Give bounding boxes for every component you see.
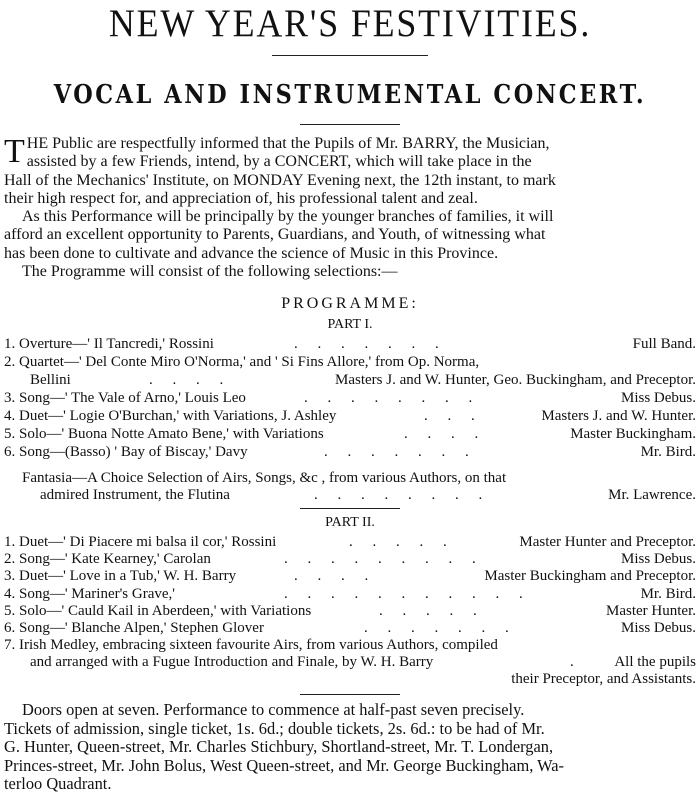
programme-heading: PROGRAMME: <box>281 295 419 312</box>
programme-item-title: 5. Solo—' Cauld Kail in Aberdeen,' with Variations <box>4 602 312 619</box>
concert-advertisement: NEW YEAR'S FESTIVITIES. VOCAL AND INSTRUMENTAL CONCERT. THE Public are respectfully informed that the Pupils of Mr. BARRY, the Musician, assisted by a few Friends, intend, by a CONCERT, which will take place in the Hall of the Mechanics' Institute, on MONDAY Evening next, the 12th instant, to mark their high respect for, and appreciation of, his professional talent and zeal. As this Performance will be principally by the younger branches of families, it will afford an excellent opportunity to Parents, Guardians, and Youth, of witnessing what has been done to cultivate and advance the science of Music in this Province. The Programme will consist of the following selections:— PROGRAMME: PART I. 1. Overture—' Il Tancredi,' Rossini . . . . . . . Full Band. 2. Quartet—' Del Conte Miro O'Norma,' and ' Si Fins Allore,' from Op. Norma, Bellini . . . . Masters J. and W. Hunter, Geo. Buckingham, and Preceptor. 3. Song—' The Vale of Arno,' Louis Leo . . . . . . . . Miss Debus. 4. Duet—' Logie O'Burchan,' with Variations, J. Ashley . . . Masters J. and W. Hunter. 5. Solo—' Buona Notte Amato Bene,' with Variations . . . . Master Buckingham. 6. Song—(Basso) ' Bay of Biscay,' Davy . . . . . . . Mr. Bird. Fantasia—A Choice Selection of Airs, Songs, &c , from various Authors, on that admired Instrument, the Flutina . . . . . . . . Mr. Lawrence. PART II. 1. Duet—' Di Piacere mi balsa il cor,' Rossini . . . . . Master Hunter and Preceptor. 2. Song—' Kate Kearney,' Carolan . . . . . . . . . Miss Debus. 3. Duet—' Love in a Tub,' W. H. Barry . . . . Master Buckingham and Preceptor. 4. Song—' Mariner's Grave,' . . . . . . . . . . . Mr. Bird. 5. Solo—' Cauld Kail in Aberdeen,' with Variations . . . . . Master Hunter. 6. Song—' Blanche Alpen,' Stephen Glover . . . . . . . Miss Debus. 7. Irish Medley, embracing sixteen favourite Airs, from various Authors, compiled and arranged with a Fugue Introduction and Finale, by W. H. Barry . All the pupils their Preceptor, and Assistants. Doors open at seven. Performance to commence at half-past seven precisely. Tickets of admission, single ticket, 1s. 6d.; double tickets, 2s. 6d.: to be had of Mr. G. Hunter, Queen-street, Mr. Charles Stichbury, Shortland-street, Mr. T. Londergan, Princes-street, Mr. John Bolus, West Queen-street, and Mr. George Buckingham, Wa- terloo Quadrant. <box>0 0 700 800</box>
medley-performer-1: All the pupils <box>614 654 696 670</box>
programme-item-performer: Master Hunter. <box>606 602 696 619</box>
leader-dots: . . . <box>424 408 483 424</box>
intro-para2-line-3: has been done to cultivate and advance the science of Music in this Province. <box>4 244 499 262</box>
page-subtitle: VOCAL AND INSTRUMENTAL CONCERT. <box>53 80 647 110</box>
programme-item-title: 3. Song—' The Vale of Arno,' Louis Leo <box>4 390 246 406</box>
leader-dots: . . . . . <box>349 534 455 550</box>
footer-line-2: Tickets of admission, single ticket, 1s. 6d.; double tickets, 2s. 6d.: to be had of Mr. <box>4 718 545 738</box>
programme-item-title: 2. Song—' Kate Kearney,' Carolan <box>4 551 211 568</box>
leader-dots: . . . . <box>294 568 377 585</box>
programme-item-performer: Mr. Bird. <box>640 444 696 460</box>
intro-line-1: HE Public are respectfully informed that the Pupils of Mr. BARRY, the Musician, <box>26 135 550 152</box>
programme-item-performer: Full Band. <box>632 336 696 352</box>
programme-item-title: 2. Quartet—' Del Conte Miro O'Norma,' and ' Si Fins Allore,' from Op. Norma, <box>4 354 480 370</box>
footer-paragraph <box>4 701 696 794</box>
intro-para2-line-2: afford an excellent opportunity to Parents, Guardians, and Youth, of witnessing what <box>4 226 546 244</box>
programme-item-performer: Masters J. and W. Hunter. <box>541 408 696 424</box>
drop-cap: T <box>4 133 25 170</box>
programme-item-performer: Master Buckingham. <box>570 426 696 442</box>
programme-item-performer: Master Buckingham and Preceptor. <box>484 568 696 585</box>
programme-item-title: 4. Duet—' Logie O'Burchan,' with Variations, J. Ashley <box>4 408 337 424</box>
programme-item-performer: Miss Debus. <box>620 390 696 406</box>
programme-item-title: 1. Duet—' Di Piacere mi balsa il cor,' Rossini <box>4 534 277 550</box>
programme-item-performer: Miss Debus. <box>620 620 696 636</box>
subtitle-divider <box>300 124 400 125</box>
leader-dots: . . . . . . . <box>364 620 517 636</box>
leader-dots: . . . . <box>404 426 487 442</box>
footer-line-5: terloo Quadrant. <box>4 774 112 794</box>
part-divider <box>300 508 400 509</box>
programme-item-performer: Masters J. and W. Hunter, Geo. Buckingham, and Preceptor. <box>335 372 696 388</box>
programme-item-title: 1. Overture—' Il Tancredi,' Rossini <box>4 336 214 352</box>
part1-heading: PART I. <box>327 317 373 332</box>
intro-paragraph <box>4 135 696 281</box>
footer-line-4: Princes-street, Mr. John Bolus, West Queen-street, and Mr. George Buckingham, Wa- <box>4 755 564 775</box>
leader-dots: . . . . . . . <box>294 336 447 352</box>
programme-item-title: 5. Solo—' Buona Notte Amato Bene,' with Variations <box>4 426 324 442</box>
medley-performer-2: their Preceptor, and Assistants. <box>511 671 696 687</box>
leader-dots: . . . . . . . . . . . <box>284 585 531 602</box>
footer-line-1: Doors open at seven. Performance to commence at half-past seven precisely. <box>22 700 525 719</box>
leader-dots: . . . . . . . . . <box>284 551 484 568</box>
programme-item-performer: Miss Debus. <box>620 551 696 568</box>
programme-item-title: 6. Song—' Blanche Alpen,' Stephen Glover <box>4 620 264 636</box>
intro-line-2: assisted by a few Friends, intend, by a CONCERT, which will take place in the <box>26 153 532 171</box>
footer-divider <box>300 694 400 695</box>
leader-dots: . . . . . . . . <box>304 390 481 406</box>
programme-item-title: Bellini <box>30 372 71 388</box>
leader-dots: . . . . <box>149 372 232 388</box>
programme-item-title: 4. Song—' Mariner's Grave,' <box>4 585 175 602</box>
intro-para2-line-1: As this Performance will be principally by the younger branches of families, it will <box>22 208 554 226</box>
intro-para3: The Programme will consist of the following selections:— <box>22 263 398 281</box>
fantasia-performer: Mr. Lawrence. <box>608 487 696 503</box>
programme-item-performer: Mr. Bird. <box>640 585 696 602</box>
leader-dots: . . . . . . . <box>324 444 477 460</box>
intro-line-3: Hall of the Mechanics' Institute, on MONDAY Evening next, the 12th instant, to mark <box>4 171 556 189</box>
leader-dots: . . . . . <box>379 602 485 619</box>
programme-item-title: 6. Song—(Basso) ' Bay of Biscay,' Davy <box>4 444 248 460</box>
page-title: NEW YEAR'S FESTIVITIES. <box>108 2 592 45</box>
programme-item-title: 3. Duet—' Love in a Tub,' W. H. Barry <box>4 568 237 585</box>
title-divider <box>272 55 428 56</box>
programme-item-performer: Master Hunter and Preceptor. <box>519 534 696 550</box>
intro-line-4: their high respect for, and appreciation of, his professional talent and zeal. <box>4 189 478 207</box>
footer-line-3: G. Hunter, Queen-street, Mr. Charles Stichbury, Shortland-street, Mr. T. Londergan, <box>4 737 554 757</box>
part2-heading: PART II. <box>325 515 375 530</box>
